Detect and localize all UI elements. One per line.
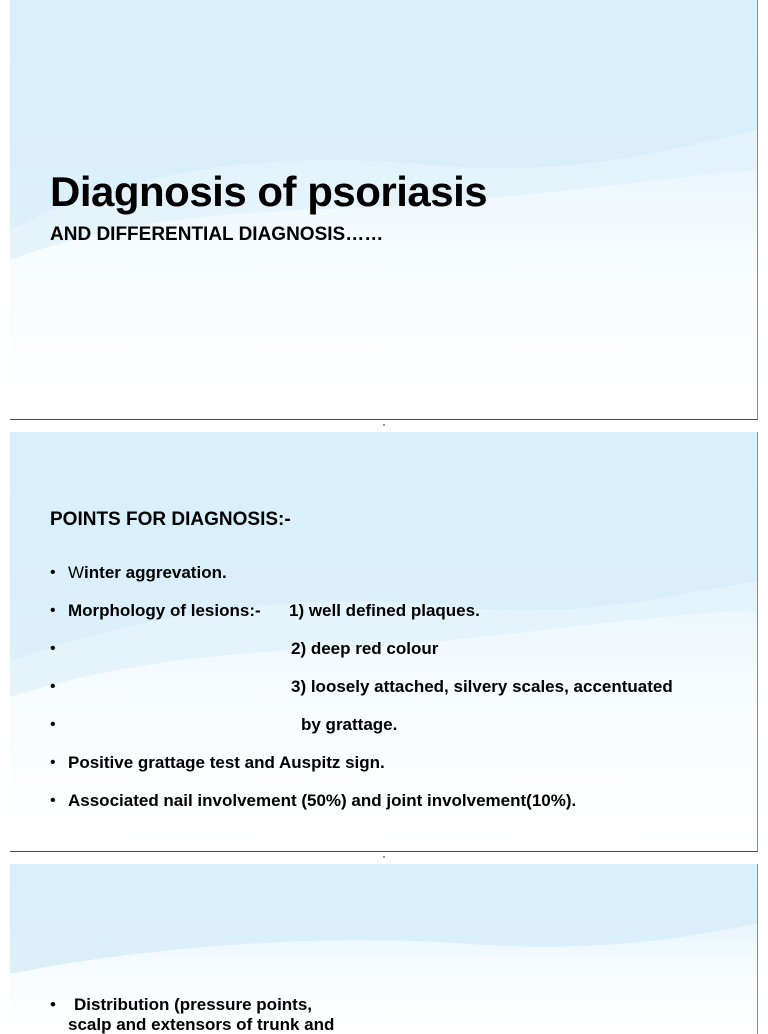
page-separator-dot: [383, 424, 385, 426]
page-separator-dot: [383, 856, 385, 858]
bullet: •: [50, 678, 56, 695]
list-item: [50, 714, 576, 752]
point-text: Associated nail involvement (50%) and joint involvement(10%).: [68, 791, 577, 810]
point-value: by grattage.: [301, 715, 398, 734]
point-text: Positive grattage test and Auspitz sign.: [68, 753, 385, 772]
point-label: Morphology of lesions:-: [68, 601, 261, 620]
bullet: •: [50, 640, 56, 657]
point-value: 1) well defined plaques.: [289, 601, 480, 620]
list-item: [50, 995, 334, 1015]
distribution-points-list: [50, 995, 334, 1034]
bullet: •: [50, 602, 56, 619]
slide-subtitle: AND DIFFERENTIAL DIAGNOSIS……: [50, 224, 384, 245]
point-value: 2) deep red colour: [291, 639, 439, 658]
list-item: [50, 790, 576, 828]
point-text: inter aggrevation.: [84, 563, 227, 582]
point-text: Distribution (pressure points,: [74, 995, 313, 1014]
list-item: [50, 638, 576, 676]
diagnosis-points-list: [50, 562, 673, 828]
point-text: scalp and extensors of trunk and: [68, 1015, 335, 1034]
point-value: 3) loosely attached, silvery scales, accentuated: [291, 677, 673, 696]
list-item: [50, 562, 576, 600]
slide-title: Diagnosis of psoriasis: [50, 168, 488, 215]
list-item: [50, 752, 576, 790]
slide-2: [10, 432, 758, 852]
bullet: •: [50, 754, 56, 771]
bullet: •: [50, 995, 56, 1014]
slide-1: [10, 0, 758, 420]
bullet: •: [50, 716, 56, 733]
list-item-continuation: [50, 1015, 334, 1034]
slide-3: [10, 864, 758, 1034]
list-item: [50, 676, 673, 714]
point-prefix: W: [68, 563, 85, 582]
section-heading: POINTS FOR DIAGNOSIS:-: [50, 509, 291, 530]
list-item: [50, 600, 576, 638]
bullet: •: [50, 792, 56, 809]
bullet: •: [50, 564, 56, 581]
